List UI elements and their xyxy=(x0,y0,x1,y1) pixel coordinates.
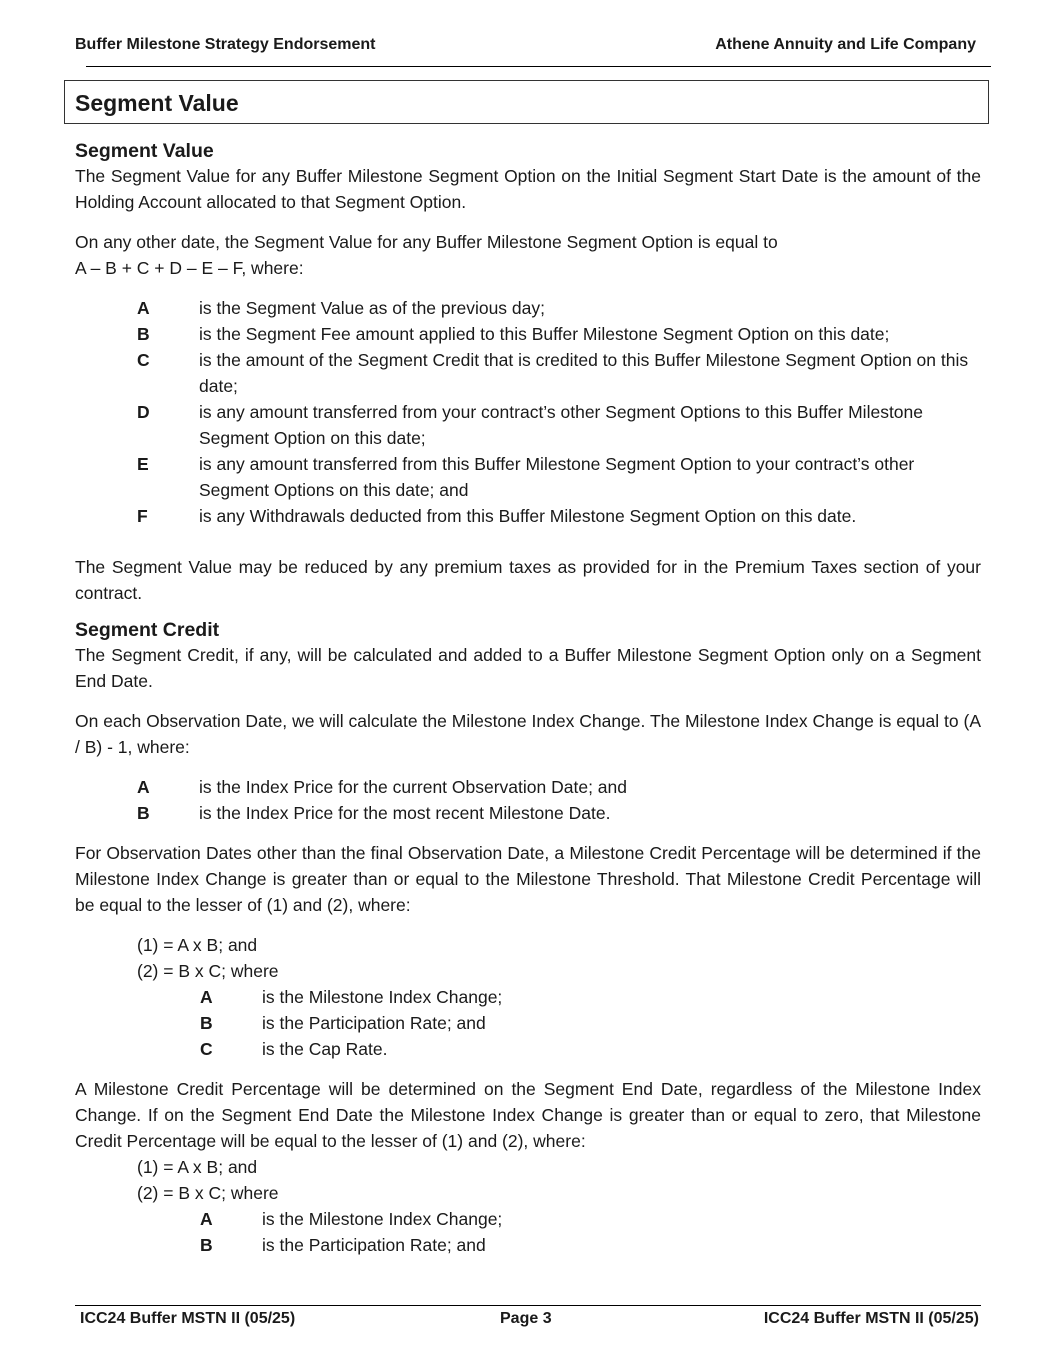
footer-left: ICC24 Buffer MSTN II (05/25) xyxy=(80,1310,296,1327)
definition-item xyxy=(75,321,981,347)
credit-formula-block-2 xyxy=(75,1154,981,1258)
formula-line: (2) = B x C; where xyxy=(137,1183,279,1203)
definition-item xyxy=(75,503,981,529)
segment-value-formula: A – B + C + D – E – F, where: xyxy=(75,258,304,278)
definition-text: is any amount transferred from this Buffer Milestone Segment Option to your contract’s other Segment Options on this date; and xyxy=(199,454,915,500)
definition-item xyxy=(75,1232,981,1258)
definition-key: B xyxy=(137,803,150,823)
segment-credit-paragraph-4: A Milestone Credit Percentage will be determined on the Segment End Date, regardless of the Milestone Index Change. If on the Segment End Date the Milestone Index Change is greater than or equal to zero, that Milestone Credit Percentage will be equal to the lesser of (1) and (2), where: xyxy=(75,1079,981,1151)
definition-key: A xyxy=(137,298,150,318)
segment-credit-paragraph-3: For Observation Dates other than the final Observation Date, a Milestone Credit Percentage will be determined if the Milestone Index Change is greater than or equal to the Milestone Threshold. That Milestone Credit Percentage will be equal to the lesser of (1) and (2), where: xyxy=(75,843,981,915)
definition-key: B xyxy=(137,324,150,344)
credit-formula-block-1 xyxy=(75,932,981,1062)
definition-item xyxy=(75,451,981,503)
header-rule xyxy=(86,66,991,67)
document-body xyxy=(75,139,981,1258)
definition-item xyxy=(75,295,981,321)
definition-key: A xyxy=(137,777,150,797)
footer-rule xyxy=(75,1305,981,1306)
section-title: Segment Value xyxy=(75,90,239,116)
definition-text: is the Segment Fee amount applied to this Buffer Milestone Segment Option on this date; xyxy=(199,324,890,344)
definition-text: is the Segment Value as of the previous day; xyxy=(199,298,545,318)
definition-text: is the Participation Rate; and xyxy=(262,1013,486,1033)
footer-page-number: Page 3 xyxy=(500,1310,552,1327)
definition-text: is the Participation Rate; and xyxy=(262,1235,486,1255)
definition-text: is the Milestone Index Change; xyxy=(262,987,503,1007)
definition-key: D xyxy=(137,402,150,422)
definition-item xyxy=(75,984,981,1010)
definition-key: A xyxy=(200,1209,213,1229)
footer-right: ICC24 Buffer MSTN II (05/25) xyxy=(763,1310,979,1327)
segment-value-paragraph-3: The Segment Value may be reduced by any premium taxes as provided for in the Premium Taxes section of your contract. xyxy=(75,557,981,603)
segment-value-paragraph-1: The Segment Value for any Buffer Milestone Segment Option on the Initial Segment Start Date is the amount of the Holding Account allocated to that Segment Option. xyxy=(75,166,981,212)
segment-credit-paragraph-2: On each Observation Date, we will calculate the Milestone Index Change. The Milestone Index Change is equal to (A / B) - 1, where: xyxy=(75,711,981,757)
definition-item xyxy=(75,1206,981,1232)
definition-key: B xyxy=(200,1013,213,1033)
definition-item xyxy=(75,800,981,826)
definition-item xyxy=(75,774,981,800)
definition-key: C xyxy=(137,350,150,370)
definition-key: F xyxy=(137,506,148,526)
header-left: Buffer Milestone Strategy Endorsement xyxy=(75,36,376,53)
header-right: Athene Annuity and Life Company xyxy=(715,36,976,53)
definition-item xyxy=(75,399,981,451)
definition-key: C xyxy=(200,1039,213,1059)
segment-credit-paragraph-1: The Segment Credit, if any, will be calculated and added to a Buffer Milestone Segment Option only on a Segment End Date. xyxy=(75,645,981,691)
section-title-box xyxy=(64,80,989,124)
formula-line: (2) = B x C; where xyxy=(137,961,279,981)
definition-key: B xyxy=(200,1235,213,1255)
segment-value-formula-intro: On any other date, the Segment Value for any Buffer Milestone Segment Option is equal to xyxy=(75,232,778,252)
definition-text: is the amount of the Segment Credit that is credited to this Buffer Milestone Segment Option on this date; xyxy=(199,350,969,396)
definition-key: E xyxy=(137,454,149,474)
segment-value-paragraph-2 xyxy=(75,229,981,281)
definition-text: is the Index Price for the most recent Milestone Date. xyxy=(199,803,611,823)
definition-item xyxy=(75,347,981,399)
definition-item xyxy=(75,1036,981,1062)
definition-text: is any Withdrawals deducted from this Buffer Milestone Segment Option on this date. xyxy=(199,506,857,526)
formula-line: (1) = A x B; and xyxy=(137,935,258,955)
segment-credit-heading: Segment Credit xyxy=(75,619,220,641)
index-change-definitions xyxy=(75,774,981,826)
segment-value-definitions xyxy=(75,295,981,529)
definition-text: is the Index Price for the current Observation Date; and xyxy=(199,777,627,797)
definition-key: A xyxy=(200,987,213,1007)
definition-item xyxy=(75,1010,981,1036)
definition-text: is any amount transferred from your contract’s other Segment Options to this Buffer Milestone Segment Option on this date; xyxy=(199,402,924,448)
definition-text: is the Cap Rate. xyxy=(262,1039,388,1059)
definition-text: is the Milestone Index Change; xyxy=(262,1209,503,1229)
formula-line: (1) = A x B; and xyxy=(137,1157,258,1177)
segment-value-heading: Segment Value xyxy=(75,140,214,162)
